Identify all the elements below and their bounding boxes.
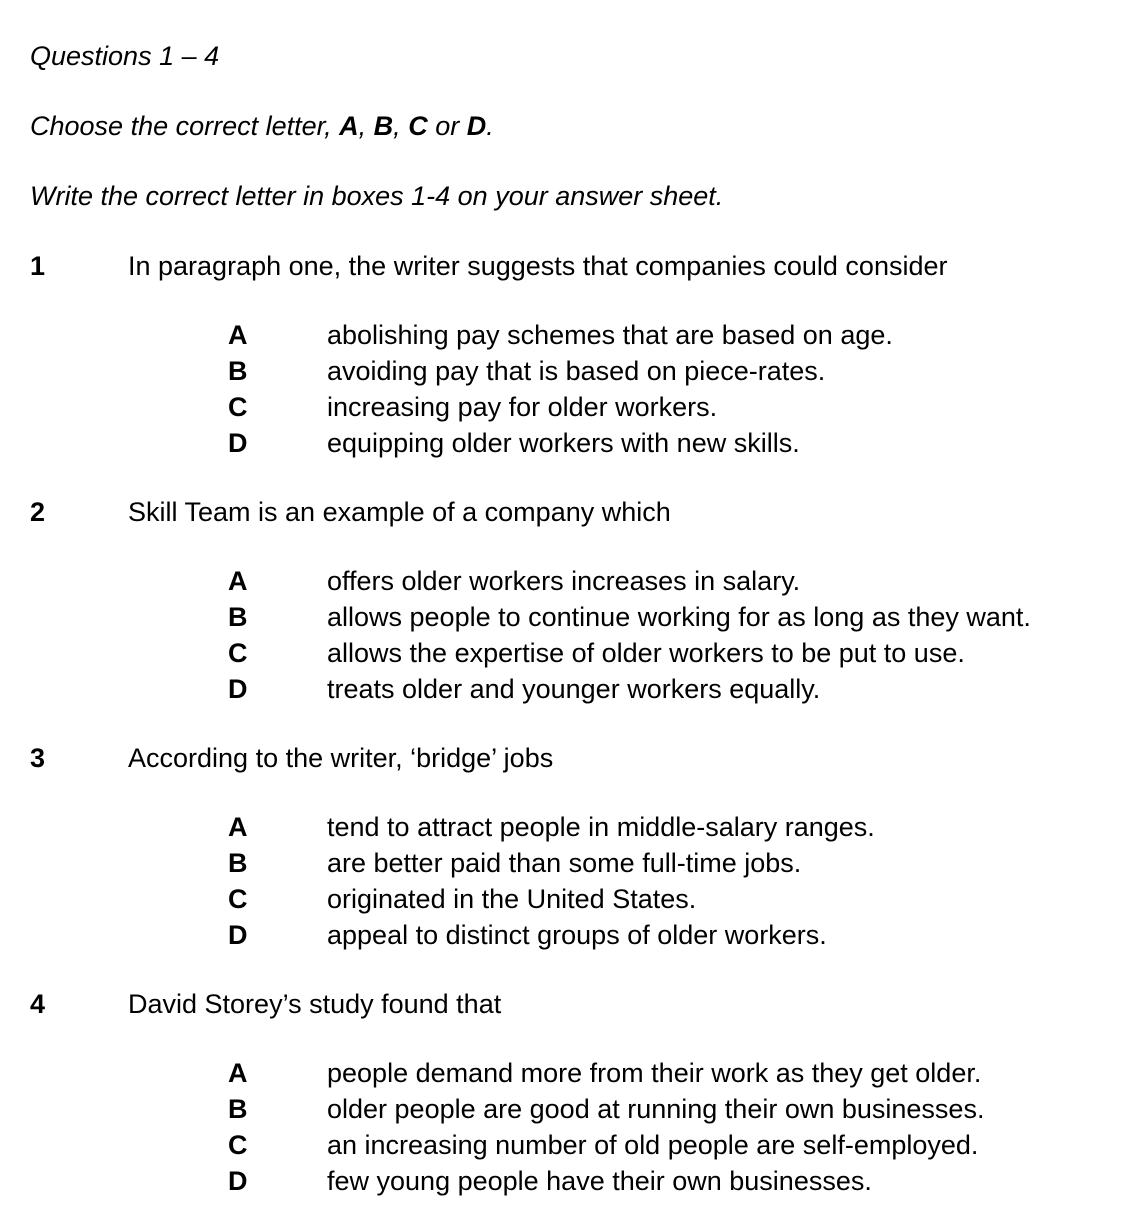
choose-letter-b: B [373, 111, 394, 141]
choose-separator: , [358, 111, 374, 141]
option-text: people demand more from their work as they get older. [327, 1058, 982, 1088]
question-3 [30, 740, 1127, 953]
option-letter: C [228, 638, 248, 668]
option-letter: D [228, 920, 248, 950]
option-text: allows people to continue working for as long as they want. [327, 602, 1031, 632]
option-letter: B [228, 602, 248, 632]
option-text: treats older and younger workers equally. [327, 674, 821, 704]
choose-separator: , [393, 111, 409, 141]
question-2 [30, 494, 1127, 707]
option-letter: D [228, 428, 248, 458]
option-row [30, 671, 1127, 707]
option-letter: B [228, 848, 248, 878]
option-row [30, 917, 1127, 953]
option-row [30, 1127, 1127, 1163]
option-letter: B [228, 1094, 248, 1124]
option-text: equipping older workers with new skills. [327, 428, 800, 458]
option-row [30, 635, 1127, 671]
option-row [30, 1163, 1127, 1199]
option-text: increasing pay for older workers. [327, 392, 718, 422]
option-row [30, 1055, 1127, 1091]
option-row [30, 425, 1127, 461]
option-letter: A [228, 812, 248, 842]
option-row [30, 599, 1127, 635]
option-row [30, 1091, 1127, 1127]
options-list [30, 809, 1127, 953]
option-letter: A [228, 320, 248, 350]
question-number: 3 [30, 743, 46, 773]
options-list [30, 563, 1127, 707]
option-letter: B [228, 356, 248, 386]
question-number: 2 [30, 497, 46, 527]
question-number: 4 [30, 989, 46, 1019]
choose-or-word: or [427, 111, 467, 141]
question-number: 1 [30, 251, 46, 281]
question-1 [30, 248, 1127, 461]
option-letter: C [228, 392, 248, 422]
question-stem: Skill Team is an example of a company which [128, 497, 671, 527]
option-text: tend to attract people in middle-salary ranges. [327, 812, 875, 842]
option-row [30, 809, 1127, 845]
option-letter: A [228, 566, 248, 596]
question-stem: In paragraph one, the writer suggests that companies could consider [128, 251, 948, 281]
option-row [30, 845, 1127, 881]
option-text: allows the expertise of older workers to be put to use. [327, 638, 965, 668]
option-letter: D [228, 674, 248, 704]
option-letter: A [228, 1058, 248, 1088]
question-stem: According to the writer, ‘bridge’ jobs [128, 743, 554, 773]
write-instruction: Write the correct letter in boxes 1-4 on your answer sheet. [30, 181, 724, 211]
question-stem: David Storey’s study found that [128, 989, 502, 1019]
option-row [30, 389, 1127, 425]
option-text: older people are good at running their own businesses. [327, 1094, 985, 1124]
option-row [30, 353, 1127, 389]
option-text: abolishing pay schemes that are based on age. [327, 320, 893, 350]
option-row [30, 563, 1127, 599]
option-letter: C [228, 884, 248, 914]
option-letter: C [228, 1130, 248, 1160]
option-row [30, 881, 1127, 917]
choose-letter-a: A [339, 111, 359, 141]
option-text: originated in the United States. [327, 884, 697, 914]
option-text: an increasing number of old people are self-employed. [327, 1130, 979, 1160]
option-text: are better paid than some full-time jobs. [327, 848, 802, 878]
choose-instruction [30, 108, 1127, 144]
option-row [30, 317, 1127, 353]
option-text: appeal to distinct groups of older workers. [327, 920, 827, 950]
option-text: few young people have their own businesses. [327, 1166, 872, 1196]
choose-letter-d: D [466, 111, 487, 141]
question-4 [30, 986, 1127, 1199]
choose-instruction-text: Choose the correct letter, [30, 111, 340, 141]
choose-period: . [486, 111, 494, 141]
options-list [30, 317, 1127, 461]
option-letter: D [228, 1166, 248, 1196]
options-list [30, 1055, 1127, 1199]
choose-letter-c: C [408, 111, 428, 141]
page-title: Questions 1 – 4 [30, 41, 220, 71]
option-text: offers older workers increases in salary. [327, 566, 801, 596]
option-text: avoiding pay that is based on piece-rates. [327, 356, 826, 386]
